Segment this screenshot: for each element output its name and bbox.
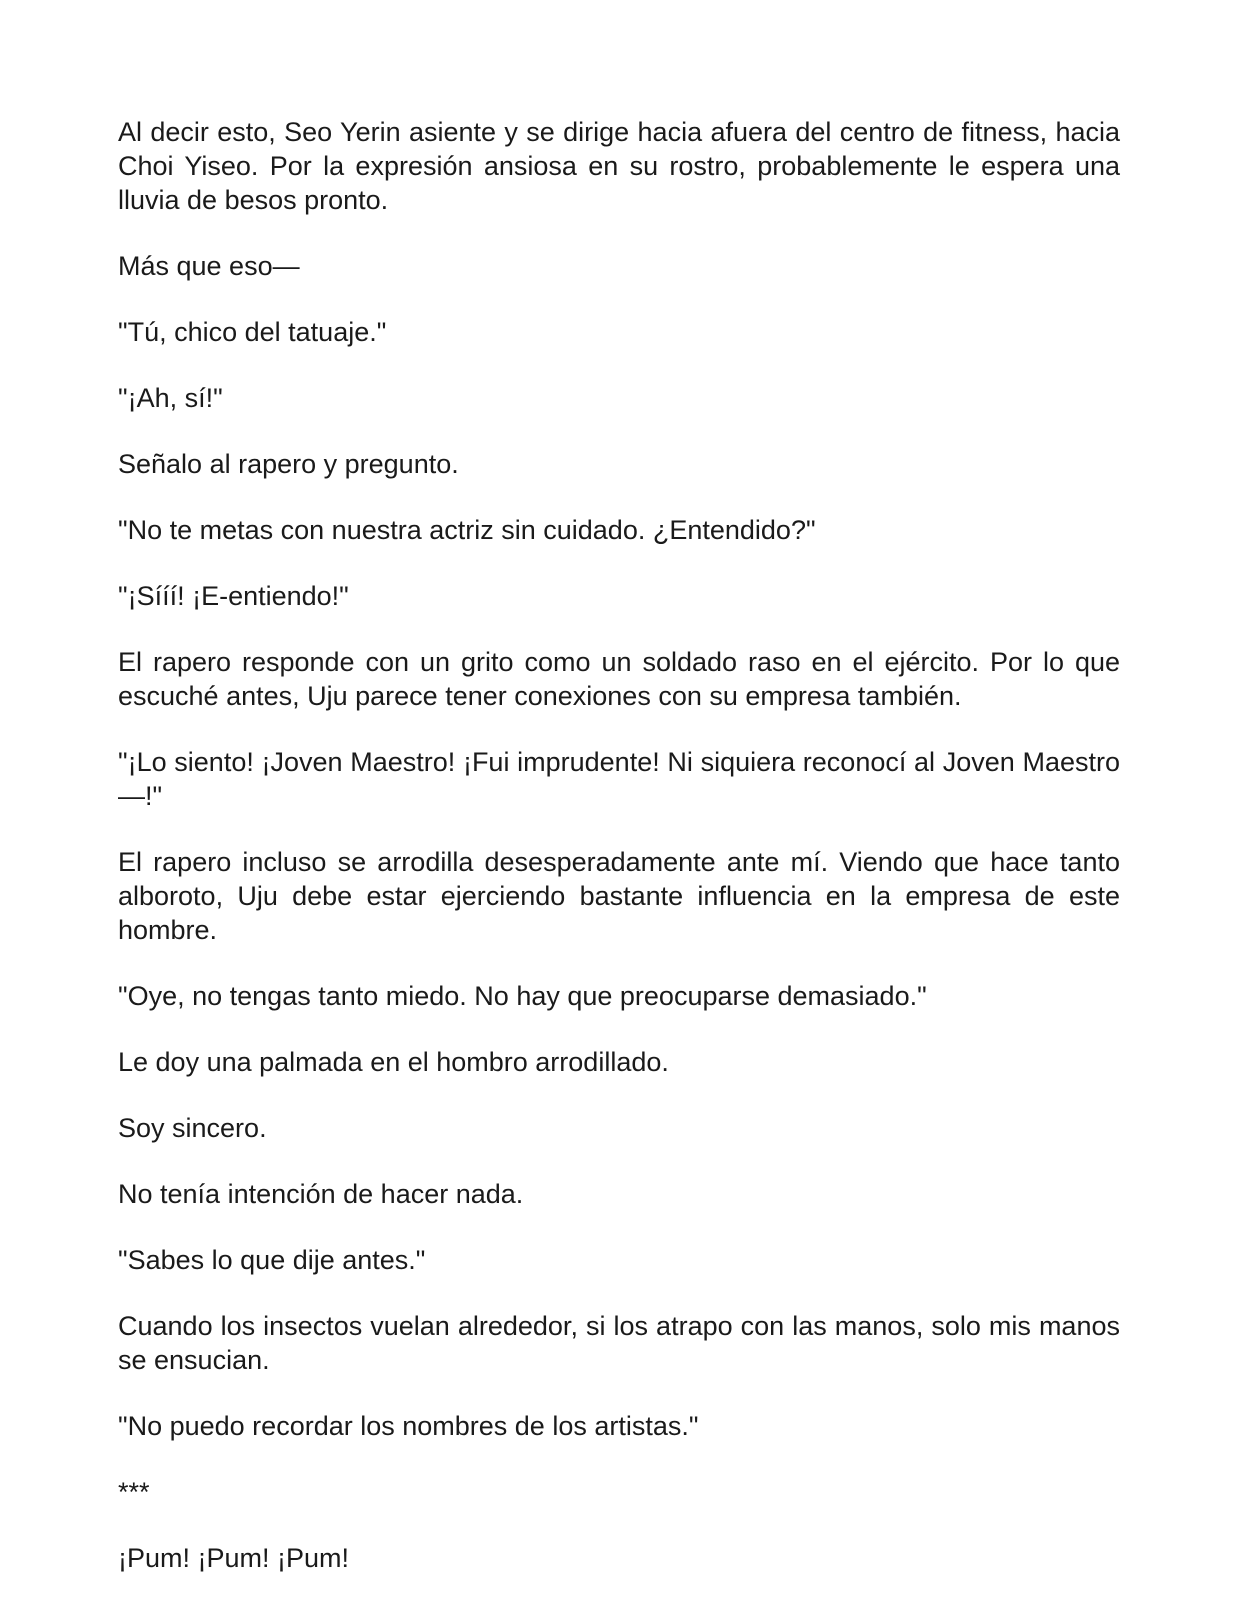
paragraph: Soy sincero.: [118, 1113, 267, 1143]
paragraph: "¡Ah, sí!": [118, 383, 223, 413]
paragraph: "No puedo recordar los nombres de los artistas.": [118, 1411, 699, 1441]
paragraph: "Oye, no tengas tanto miedo. No hay que preocuparse demasiado.": [118, 981, 927, 1011]
paragraph: Al decir esto, Seo Yerin asiente y se dirige hacia afuera del centro de fitness, hacia Choi Yiseo. Por la expresión ansiosa en su rostro, probablemente le espera una lluvia de besos pronto.: [118, 117, 1120, 215]
paragraph: Señalo al rapero y pregunto.: [118, 449, 459, 479]
paragraph: No tenía intención de hacer nada.: [118, 1179, 524, 1209]
paragraph: "¡Lo siento! ¡Joven Maestro! ¡Fui imprudente! Ni siquiera reconocí al Joven Maestro—!": [118, 747, 1120, 811]
paragraph: ¡Pum! ¡Pum! ¡Pum!: [118, 1543, 350, 1573]
paragraph: "Sabes lo que dije antes.": [118, 1245, 426, 1275]
paragraph: "No te metas con nuestra actriz sin cuidado. ¿Entendido?": [118, 515, 816, 545]
scene-break: ***: [118, 1477, 150, 1507]
paragraph: Le doy una palmada en el hombro arrodillado.: [118, 1047, 669, 1077]
paragraph: "¡Sííí! ¡E-entiendo!": [118, 581, 349, 611]
paragraph: El rapero incluso se arrodilla desesperadamente ante mí. Viendo que hace tanto alboroto, Uju debe estar ejerciendo bastante influencia en la empresa de este hombre.: [118, 847, 1120, 945]
paragraph: El rapero responde con un grito como un soldado raso en el ejército. Por lo que escuché antes, Uju parece tener conexiones con su empresa también.: [118, 647, 1120, 711]
paragraph: Cuando los insectos vuelan alrededor, si los atrapo con las manos, solo mis manos se ensucian.: [118, 1311, 1120, 1375]
document-body: [118, 115, 1120, 1607]
paragraph: "Tú, chico del tatuaje.": [118, 317, 387, 347]
paragraph: Más que eso—: [118, 251, 300, 281]
